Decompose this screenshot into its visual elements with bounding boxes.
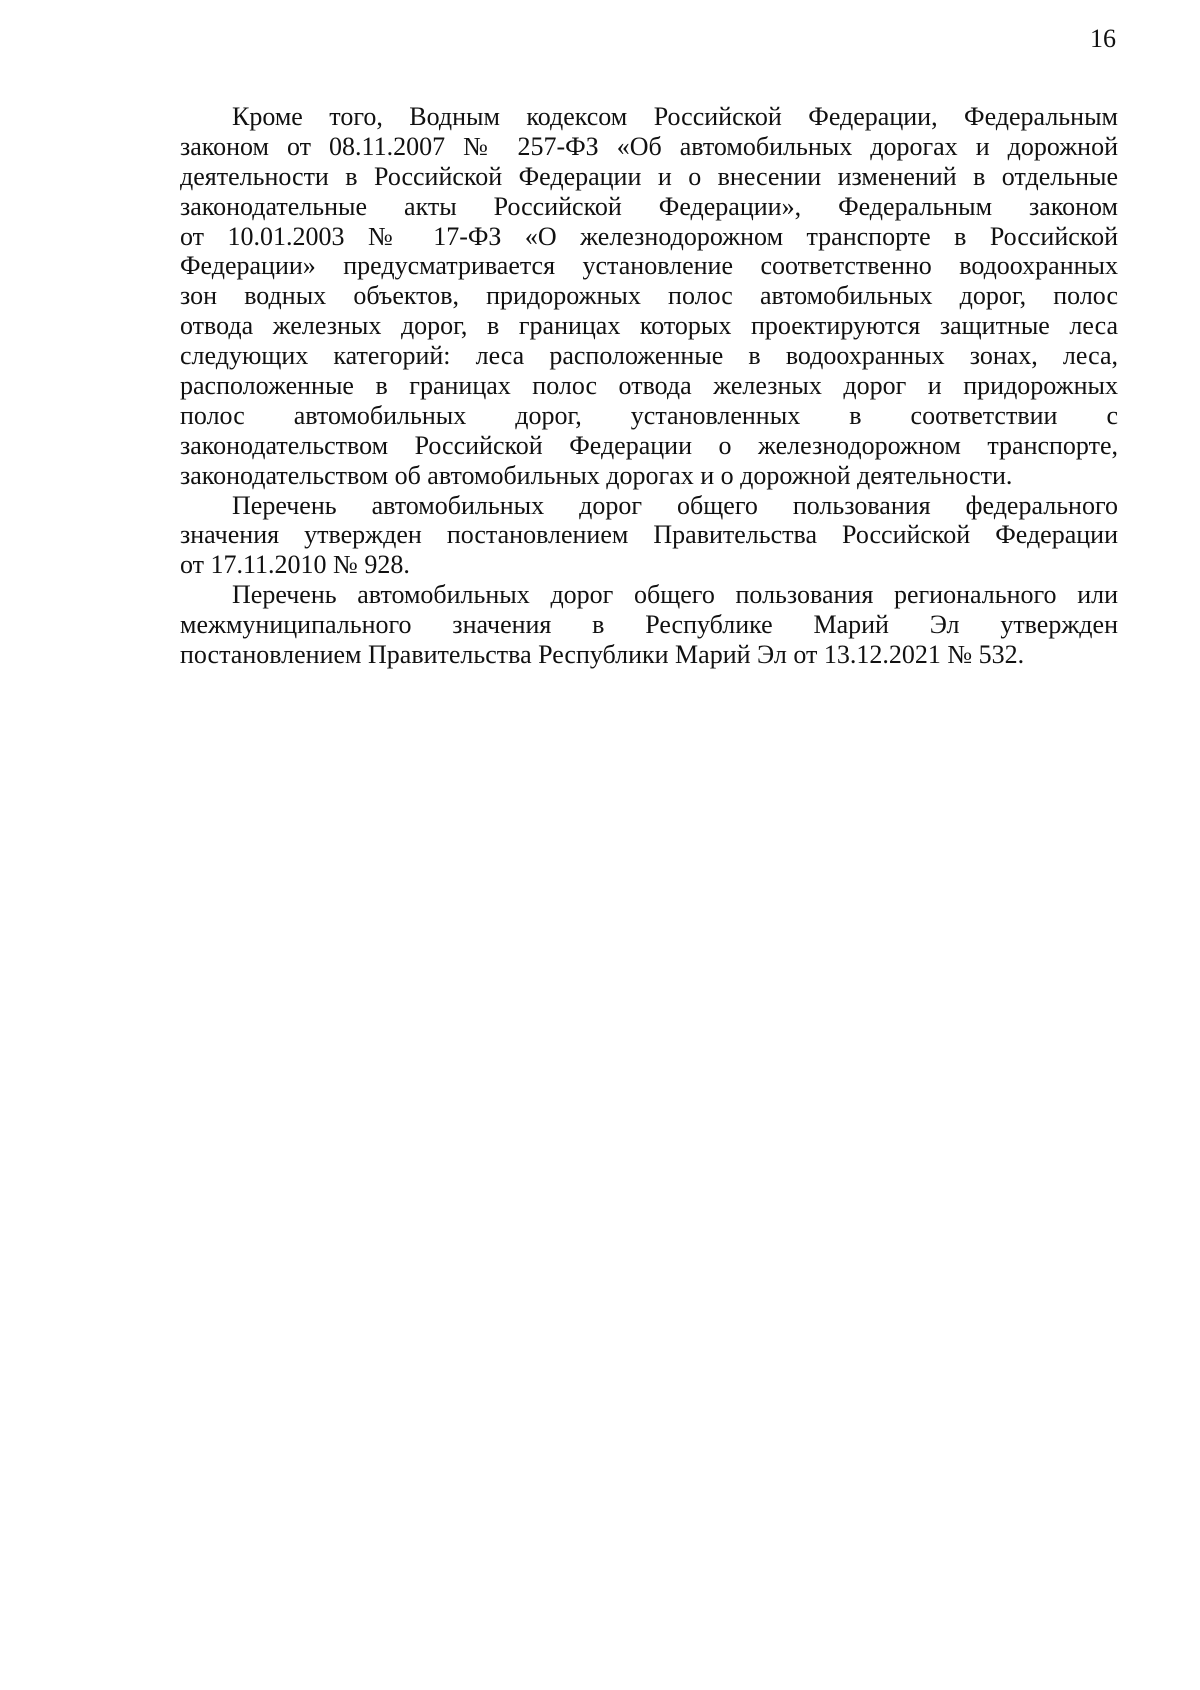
paragraph-line: законодательные акты Российской Федерации», Федеральным законом (180, 191, 1118, 221)
paragraph-line: расположенные в границах полос отвода железных дорог и придорожных (180, 371, 1118, 401)
paragraph-line: отвода железных дорог, в границах которых проектируются защитные леса (180, 311, 1118, 341)
paragraph-line: Федерации» предусматривается установление соответственно водоохранных (180, 251, 1118, 281)
paragraph-line: значения утвержден постановлением Правительства Российской Федерации (180, 520, 1118, 550)
paragraph-line: законом от 08.11.2007 № 257-ФЗ «Об автомобильных дорогах и дорожной (180, 131, 1118, 161)
paragraph-line: законодательством Российской Федерации о железнодорожном транспорте, (180, 430, 1118, 460)
page-number: 16 (1090, 24, 1116, 53)
paragraph-line: Кроме того, Водным кодексом Российской Федерации, Федеральным (232, 102, 1118, 131)
paragraph-line: следующих категорий: леса расположенные в водоохранных зонах, леса, (180, 341, 1118, 371)
paragraph-line: деятельности в Российской Федерации и о внесении изменений в отдельные (180, 161, 1118, 191)
paragraph-line: зон водных объектов, придорожных полос автомобильных дорог, полос (180, 281, 1118, 311)
paragraph-line: законодательством об автомобильных дорогах и о дорожной деятельности. (180, 460, 1013, 490)
paragraph-line: от 17.11.2010 № 928. (180, 550, 410, 580)
paragraph-line: Перечень автомобильных дорог общего пользования регионального или (232, 580, 1118, 610)
document-body (180, 102, 1118, 670)
paragraph-line: Перечень автомобильных дорог общего пользования федерального (232, 490, 1118, 520)
paragraph-line: постановлением Правительства Республики Марий Эл от 13.12.2021 № 532. (180, 640, 1025, 670)
paragraph-line: от 10.01.2003 № 17-ФЗ «О железнодорожном транспорте в Российской (180, 221, 1118, 251)
paragraph-line: полос автомобильных дорог, установленных в соответствии с (180, 400, 1118, 430)
paragraph-line: межмуниципального значения в Республике Марий Эл утвержден (180, 610, 1118, 640)
